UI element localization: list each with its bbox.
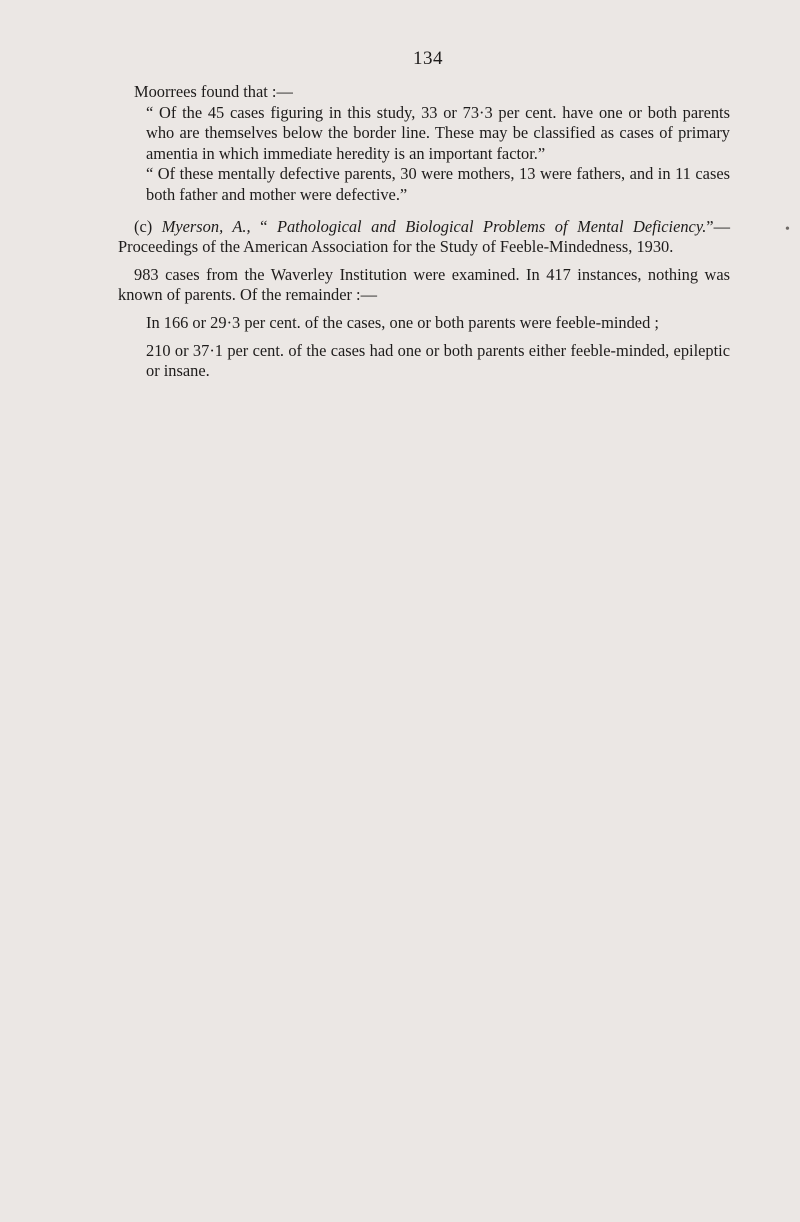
quote-paragraph-2: “ Of these mentally defective parents, 30 were mothers, 13 were fathers, and in 11 cases both father and mother were defective.”	[146, 164, 730, 204]
list-item-1: In 166 or 29·3 per cent. of the cases, one or both parents were feeble-minded ;	[146, 312, 659, 332]
reference-author: Myerson, A.,	[161, 216, 251, 236]
reference-label: (c)	[134, 216, 162, 236]
intro-paragraph: Moorrees found that :—	[134, 82, 293, 101]
margin-speck: •	[785, 222, 790, 237]
reference-title-open: “	[250, 216, 277, 236]
body-paragraph: 983 cases from the Waverley Institution were examined. In 417 instances, nothing was known of parents. Of the remainder :—	[118, 264, 730, 305]
reference-paragraph	[118, 217, 730, 258]
list-item-2: 210 or 37·1 per cent. of the cases had one or both parents either feeble-minded, epileptic or insane.	[146, 340, 730, 381]
reference-title: Pathological and Biological Problems of Mental Deficiency.	[276, 216, 707, 236]
page-text-block	[118, 82, 730, 382]
page-number: 134	[413, 48, 443, 69]
reference-rest: ”—Proceedings of the American Association for the Study of Feeble-Mindedness, 1930.	[118, 216, 730, 257]
quote-paragraph-1: “ Of the 45 cases figuring in this study, 33 or 73·3 per cent. have one or both parents who are themselves below the border line. These may be classified as cases of primary amentia in which immediate heredity is an important factor.”	[146, 102, 730, 163]
